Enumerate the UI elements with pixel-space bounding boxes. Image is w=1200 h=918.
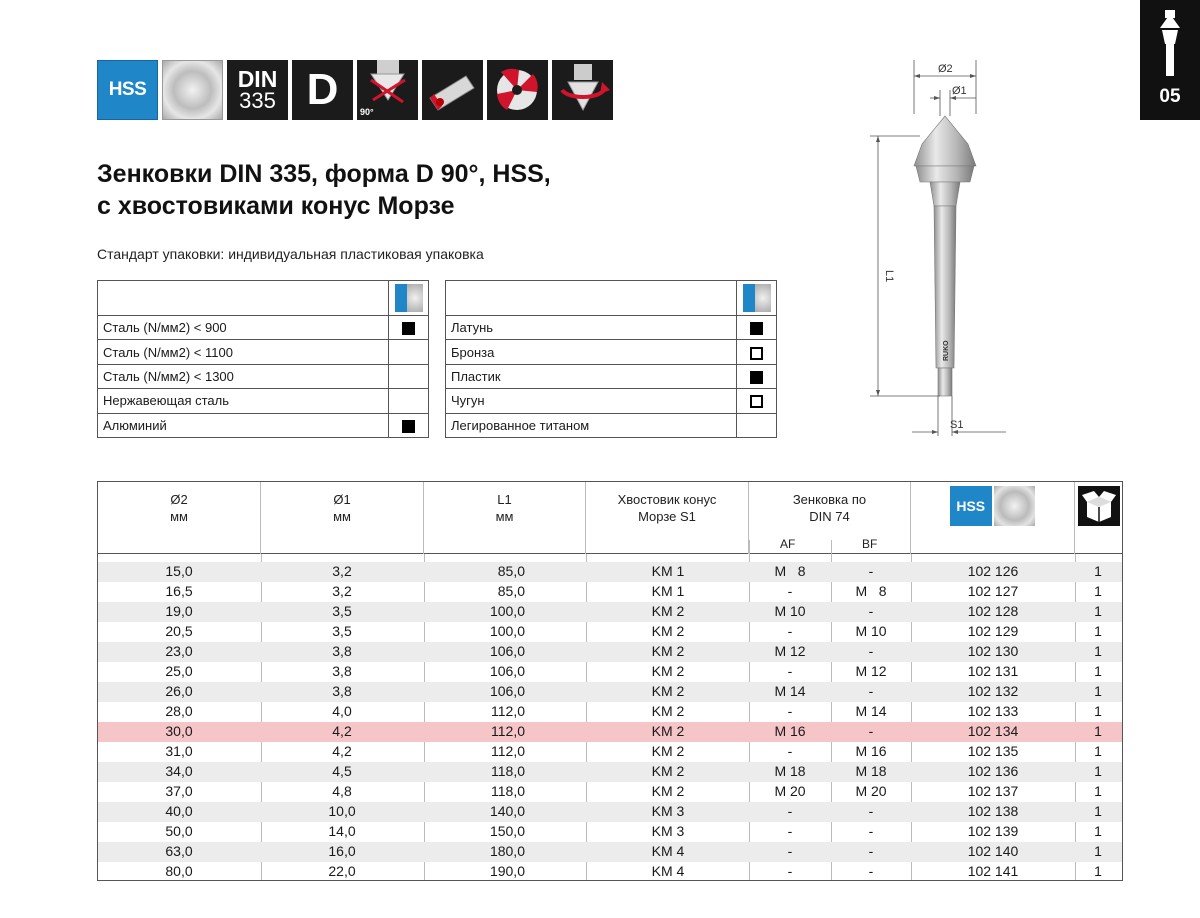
- material-suitability-cell: [737, 413, 777, 437]
- cell-bf: M 18: [855, 763, 887, 779]
- cell-art: 102 128: [967, 603, 1019, 619]
- cell-qty: 1: [1094, 623, 1102, 639]
- cell-d1: 14,0: [328, 823, 356, 839]
- header-d2-label: Ø2: [170, 492, 188, 507]
- cell-l1: 112,0: [491, 723, 525, 739]
- cell-qty: 1: [1094, 843, 1102, 859]
- cell-art: 102 136: [967, 763, 1019, 779]
- rotation-direction-icon: [552, 60, 613, 120]
- packaging-note: Стандарт упаковки: индивидуальная пластиковая упаковка: [97, 246, 484, 262]
- cell-bf: -: [868, 863, 874, 879]
- table-row: [98, 842, 1122, 862]
- cell-shank: KM 2: [651, 623, 685, 639]
- cell-af: -: [787, 863, 793, 879]
- cell-bf: -: [868, 683, 874, 699]
- brand-engraving: RUKO: [943, 340, 950, 361]
- material-suitability-cell: [737, 340, 777, 364]
- cell-d2: 20,5: [165, 623, 193, 639]
- cell-qty: 1: [1094, 763, 1102, 779]
- cell-art: 102 141: [967, 863, 1019, 879]
- cell-bf: -: [868, 643, 874, 659]
- cell-d2: 40,0: [165, 803, 193, 819]
- header-d1-label: Ø1: [333, 492, 351, 507]
- table-row: [98, 602, 1122, 622]
- cell-bf: -: [868, 843, 874, 859]
- cell-d1: 4,8: [332, 783, 352, 799]
- cell-qty: 1: [1094, 563, 1102, 579]
- conditional-empty-square-icon: [750, 395, 763, 408]
- cell-af: M 20: [774, 783, 806, 799]
- cell-shank: KM 4: [651, 843, 685, 859]
- cell-bf: -: [868, 723, 874, 739]
- cell-bf: M 10: [855, 623, 887, 639]
- cell-art: 102 129: [967, 623, 1019, 639]
- cell-d1: 4,0: [332, 703, 352, 719]
- cell-shank: KM 2: [651, 603, 685, 619]
- material-suitability-cell: [389, 364, 429, 388]
- header-d2: [98, 482, 261, 554]
- material-suitability-cell: [389, 340, 429, 364]
- cell-shank: KM 2: [651, 723, 685, 739]
- material-name: Нержавеющая сталь: [98, 389, 389, 413]
- cell-af: M 12: [774, 643, 806, 659]
- material-row: [98, 316, 429, 340]
- cell-l1: 150,0: [489, 823, 525, 839]
- angle-label: 90°: [360, 107, 374, 117]
- cell-l1: 112,0: [491, 743, 525, 759]
- material-name: Пластик: [446, 364, 737, 388]
- cell-l1: 100,0: [489, 623, 525, 639]
- cell-l1: 100,0: [489, 603, 525, 619]
- product-table: [97, 481, 1123, 881]
- header-shank: [586, 482, 749, 554]
- cell-d2: 30,0: [165, 723, 193, 739]
- material-row: [446, 389, 777, 413]
- morse-taper-shank-icon: [422, 60, 483, 120]
- din-number: 335: [239, 88, 276, 113]
- cell-art: 102 137: [967, 783, 1019, 799]
- cell-d1: 3,8: [332, 643, 352, 659]
- chapter-tab: [1140, 0, 1200, 120]
- cell-l1: 180,0: [489, 843, 525, 859]
- table-row: [98, 662, 1122, 682]
- material-suitability-cell: [737, 364, 777, 388]
- cell-qty: 1: [1094, 723, 1102, 739]
- cell-d1: 22,0: [328, 863, 356, 879]
- material-name: Сталь (N/мм2) < 900: [98, 316, 389, 340]
- material-name: Легированное титаном: [446, 413, 737, 437]
- header-countersink-din74: [749, 482, 911, 554]
- cell-shank: KM 2: [651, 683, 685, 699]
- cell-shank: KM 1: [651, 583, 685, 599]
- material-suitability-cell: [737, 389, 777, 413]
- hss-label: HSS: [950, 486, 992, 526]
- countersink-technical-drawing: [860, 56, 1010, 441]
- cell-bf: -: [868, 603, 874, 619]
- material-name: Латунь: [446, 316, 737, 340]
- cell-d2: 63,0: [165, 843, 193, 859]
- product-table-header: [98, 482, 1122, 554]
- cell-af: -: [787, 823, 793, 839]
- header-shank-line2: Морзе S1: [638, 509, 696, 524]
- dim-d2-label: Ø2: [938, 63, 953, 75]
- cell-d1: 4,2: [332, 723, 352, 739]
- cell-d1: 10,0: [328, 803, 356, 819]
- page-title: [97, 158, 551, 222]
- cell-af: M 14: [774, 683, 806, 699]
- cell-art: 102 133: [967, 703, 1019, 719]
- material-name: Чугун: [446, 389, 737, 413]
- cell-art: 102 130: [967, 643, 1019, 659]
- materials-header-hss: [389, 281, 429, 316]
- hss-mini-icon: [395, 284, 423, 312]
- material-row: [446, 340, 777, 364]
- material-row: [98, 340, 429, 364]
- cell-d2: 15,0: [165, 563, 193, 579]
- materials-header-hss: [737, 281, 777, 316]
- cell-af: -: [787, 663, 793, 679]
- header-d2-unit: мм: [170, 509, 188, 524]
- cell-shank: KM 1: [651, 563, 685, 579]
- cell-art: 102 134: [967, 723, 1019, 739]
- cell-qty: 1: [1094, 803, 1102, 819]
- materials-header-blank: [446, 281, 737, 316]
- header-d1-unit: мм: [333, 509, 351, 524]
- package-box-icon: [1078, 486, 1120, 526]
- feature-icon-strip: [97, 60, 613, 120]
- cell-shank: KM 2: [651, 763, 685, 779]
- header-af: AF: [780, 537, 796, 551]
- dim-d1-label: Ø1: [952, 85, 967, 97]
- header-l1-label: L1: [497, 492, 512, 507]
- material-name: Сталь (N/мм2) < 1300: [98, 364, 389, 388]
- cell-d1: 3,8: [332, 683, 352, 699]
- hss-mini-icon: [743, 284, 771, 312]
- cell-d2: 34,0: [165, 763, 193, 779]
- chapter-number: 05: [1159, 86, 1181, 107]
- table-row: [98, 642, 1122, 662]
- dim-s1-label: S1: [950, 419, 964, 431]
- cell-d1: 3,2: [332, 583, 352, 599]
- cell-d2: 19,0: [165, 603, 193, 619]
- cell-bf: M 12: [855, 663, 887, 679]
- materials-table-left: [97, 280, 429, 438]
- hss-material-icon: [950, 486, 1035, 526]
- material-suitability-cell: [389, 316, 429, 340]
- header-l1-unit: мм: [495, 509, 514, 524]
- header-csk-line1: Зенковка по: [792, 492, 867, 507]
- material-name: Сталь (N/мм2) < 1100: [98, 340, 389, 364]
- cell-d2: 16,5: [165, 583, 193, 599]
- cell-l1: 106,0: [489, 683, 525, 699]
- table-row: [98, 822, 1122, 842]
- cell-qty: 1: [1094, 783, 1102, 799]
- materials-table-right: [445, 280, 777, 438]
- din-standard-badge: [227, 60, 288, 120]
- material-suitability-cell: [389, 413, 429, 437]
- header-csk-line2: DIN 74: [809, 509, 850, 524]
- title-line-1: Зенковки DIN 335, форма D 90°, HSS,: [97, 160, 551, 188]
- cell-d2: 31,0: [165, 743, 193, 759]
- cell-d2: 23,0: [165, 643, 193, 659]
- table-row: [98, 742, 1122, 762]
- cell-d1: 4,2: [332, 743, 352, 759]
- table-row: [98, 562, 1122, 582]
- table-row: [98, 802, 1122, 822]
- cell-d2: 80,0: [165, 863, 193, 879]
- cell-shank: KM 2: [651, 743, 685, 759]
- cell-af: M 16: [774, 723, 806, 739]
- cell-art: 102 140: [967, 843, 1019, 859]
- cell-qty: 1: [1094, 823, 1102, 839]
- cell-l1: 112,0: [491, 703, 525, 719]
- suitable-filled-square-icon: [402, 322, 415, 335]
- cell-af: M 10: [774, 603, 806, 619]
- cell-bf: -: [868, 563, 874, 579]
- cell-d1: 3,2: [332, 563, 352, 579]
- cell-bf: M 16: [855, 743, 887, 759]
- cell-d1: 3,8: [332, 663, 352, 679]
- cell-l1: 118,0: [491, 763, 525, 779]
- material-name: Бронза: [446, 340, 737, 364]
- countersink-tab-icon: [1140, 0, 1200, 80]
- material-row: [446, 364, 777, 388]
- cell-qty: 1: [1094, 683, 1102, 699]
- cell-art: 102 127: [967, 583, 1019, 599]
- cell-af: M 8: [774, 563, 806, 579]
- cell-qty: 1: [1094, 743, 1102, 759]
- countersink-angle-icon: [357, 60, 418, 120]
- cell-d1: 16,0: [328, 843, 356, 859]
- cell-bf: -: [868, 823, 874, 839]
- suitable-filled-square-icon: [402, 420, 415, 433]
- table-row: [98, 762, 1122, 782]
- suitable-filled-square-icon: [750, 371, 763, 384]
- bright-finish-icon: [994, 486, 1036, 526]
- cell-shank: KM 4: [651, 863, 685, 879]
- cell-l1: 140,0: [489, 803, 525, 819]
- table-row: [98, 582, 1122, 602]
- cell-qty: 1: [1094, 863, 1102, 879]
- title-line-2: с хвостовиками конус Морзе: [97, 192, 455, 220]
- cell-af: -: [787, 703, 793, 719]
- table-row: [98, 702, 1122, 722]
- cell-l1: 118,0: [491, 783, 525, 799]
- header-d1: [261, 482, 424, 554]
- din-label: DIN: [237, 66, 278, 92]
- cell-l1: 106,0: [489, 643, 525, 659]
- cell-art: 102 132: [967, 683, 1019, 699]
- product-table-body: [98, 562, 1122, 882]
- cell-shank: KM 2: [651, 643, 685, 659]
- cell-d2: 26,0: [165, 683, 193, 699]
- table-row: [98, 862, 1122, 882]
- cell-bf: M 20: [855, 783, 887, 799]
- cell-shank: KM 2: [651, 703, 685, 719]
- cell-af: -: [787, 623, 793, 639]
- cell-art: 102 139: [967, 823, 1019, 839]
- conditional-empty-square-icon: [750, 347, 763, 360]
- hss-badge: HSS: [97, 60, 158, 120]
- cell-art: 102 131: [967, 663, 1019, 679]
- cell-af: -: [787, 743, 793, 759]
- cell-d1: 3,5: [332, 603, 352, 619]
- cell-l1: 190,0: [489, 863, 525, 879]
- cell-af: M 18: [774, 763, 806, 779]
- cell-d1: 3,5: [332, 623, 352, 639]
- cell-bf: -: [868, 803, 874, 819]
- cell-d1: 4,5: [332, 763, 352, 779]
- header-shank-line1: Хвостовик конус: [617, 492, 717, 507]
- cell-d2: 50,0: [165, 823, 193, 839]
- cell-shank: KM 3: [651, 823, 685, 839]
- cell-qty: 1: [1094, 583, 1102, 599]
- cell-qty: 1: [1094, 643, 1102, 659]
- header-hss-article: [911, 482, 1075, 554]
- table-row: [98, 682, 1122, 702]
- material-name: Алюминий: [98, 413, 389, 437]
- cell-qty: 1: [1094, 603, 1102, 619]
- cell-af: -: [787, 843, 793, 859]
- material-row: [98, 389, 429, 413]
- cell-bf: M 14: [855, 703, 887, 719]
- cell-qty: 1: [1094, 703, 1102, 719]
- suitable-filled-square-icon: [750, 322, 763, 335]
- cell-af: -: [787, 583, 793, 599]
- material-suitability-cell: [737, 316, 777, 340]
- dim-l1-label: L1: [883, 270, 895, 283]
- header-pack-qty: [1075, 482, 1122, 554]
- cell-l1: 85,0: [497, 583, 525, 599]
- table-row: [98, 782, 1122, 802]
- header-bf: BF: [862, 537, 878, 551]
- three-flute-icon: [487, 60, 548, 120]
- cell-d2: 25,0: [165, 663, 193, 679]
- cell-qty: 1: [1094, 663, 1102, 679]
- material-row: [446, 316, 777, 340]
- cell-l1: 106,0: [489, 663, 525, 679]
- cell-l1: 85,0: [497, 563, 525, 579]
- cell-art: 102 135: [967, 743, 1019, 759]
- cell-d2: 28,0: [165, 703, 193, 719]
- cell-af: -: [787, 803, 793, 819]
- table-row: [98, 622, 1122, 642]
- header-l1: [424, 482, 586, 554]
- cell-shank: KM 2: [651, 783, 685, 799]
- material-row: [446, 413, 777, 437]
- cell-bf: M 8: [855, 583, 887, 599]
- materials-header-blank: [98, 281, 389, 316]
- cell-art: 102 138: [967, 803, 1019, 819]
- form-d-badge: D: [292, 60, 353, 120]
- material-row: [98, 413, 429, 437]
- cell-shank: KM 2: [651, 663, 685, 679]
- cell-shank: KM 3: [651, 803, 685, 819]
- cell-d2: 37,0: [165, 783, 193, 799]
- material-row: [98, 364, 429, 388]
- bright-finish-icon: [162, 60, 223, 120]
- material-suitability-cell: [389, 389, 429, 413]
- cell-art: 102 126: [967, 563, 1019, 579]
- table-row: [98, 722, 1122, 742]
